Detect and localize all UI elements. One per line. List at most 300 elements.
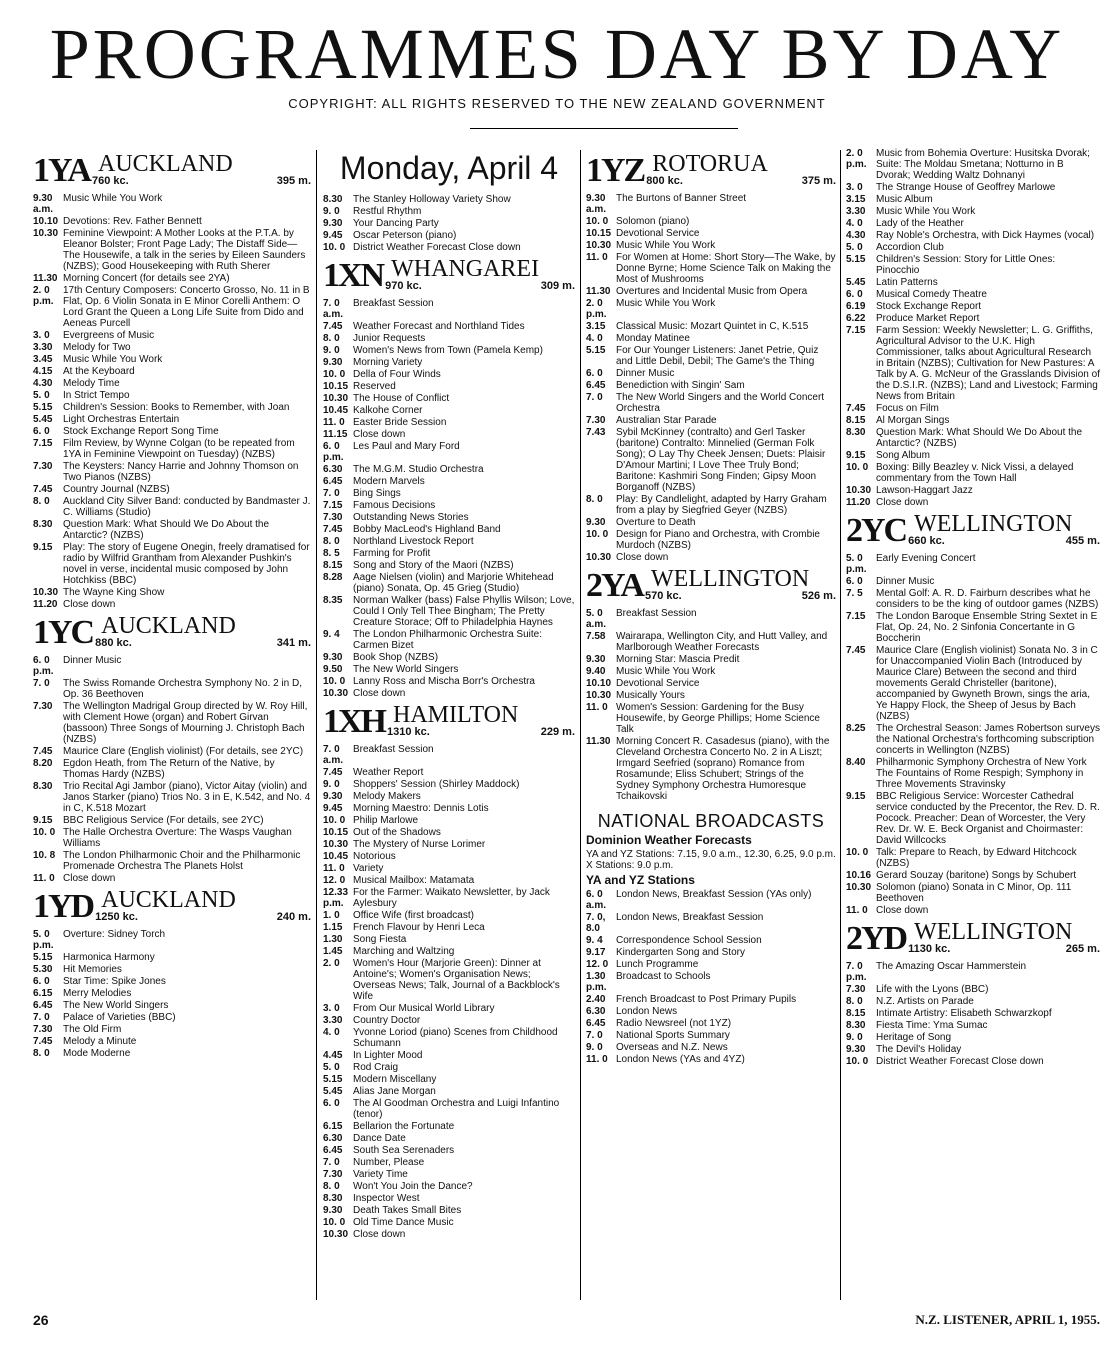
programme-item [323, 230, 575, 241]
programme-item [323, 851, 575, 862]
programme-time: 10.30 [586, 552, 612, 563]
programme-text: Dance Date [353, 1133, 406, 1144]
programme-item [323, 1098, 575, 1120]
programme-text: From Our Musical World Library [353, 1003, 495, 1014]
station-metres: 375 m. [801, 175, 836, 187]
programme-time: 9.30 [323, 791, 343, 802]
column-1 [33, 148, 311, 1060]
programme-text: Country Journal (NZBS) [63, 484, 170, 495]
programme-item [33, 438, 311, 460]
programme-text: For the Farmer: Waikato Newsletter, by Jack Aylesbury [353, 887, 550, 909]
programme-item [586, 494, 836, 516]
programme-item [323, 476, 575, 487]
programme-time: 5.30 [33, 964, 53, 975]
programme-item [323, 393, 575, 404]
programme-text: Solomon (piano) [616, 216, 690, 227]
programme-text: BBC Religious Service: Worcester Cathedral service conducted by the Precentor, the Rev. D. R. Pocock. Preacher: Dean of Worcester, the Very Rev. Dr. W. E. Beck Organist and Choirmaster: David Willcocks [876, 791, 1100, 846]
programme-time: 10. 0 [33, 827, 56, 838]
programme-text: South Sea Serenaders [353, 1145, 455, 1156]
programme-item [846, 588, 1100, 610]
programme-time: 10. 0 [846, 1056, 869, 1067]
programme-text: Famous Decisions [353, 500, 436, 511]
programme-time: 6.15 [33, 988, 53, 999]
programme-text: The M.G.M. Studio Orchestra [353, 464, 484, 475]
station-frequency [387, 727, 575, 738]
programme-item [33, 378, 311, 389]
programme-text: The New World Singers and the World Concert Orchestra [616, 392, 825, 414]
programme-time: 5. 0 [846, 242, 863, 253]
programme-text: Maurice Clare (English violinist) Sonata No. 3 in C for Unaccompanied Violin Bach (Introduced by Maurice Clare) Between the second and third movements Gerald Christeller (baritone), accompanied by Gwyneth Brown, sings the aria, Ye Happy Flock, the Sheep of Jesus by Bach (NZBS) [876, 645, 1098, 722]
programme-item [323, 629, 575, 651]
programme-item [323, 767, 575, 778]
station-header [33, 888, 311, 923]
programme-item [33, 496, 311, 518]
programme-text: Play: The story of Eugene Onegin, freely dramatised for radio by Wilfrid Grantham from Alexander Pushkin's novel in verse, incidental music composed by John Hotchkiss (BBC) [63, 542, 310, 586]
programme-text: Restful Rhythm [353, 206, 422, 217]
programme-item [846, 1008, 1100, 1019]
programme-text: Variety Time [353, 1169, 408, 1180]
programme-text: The Mystery of Nurse Lorimer [353, 839, 486, 850]
programme-time: 8.28 [323, 572, 343, 583]
programme-time: 11. 0 [846, 905, 868, 916]
programme-text: Out of the Shadows [353, 827, 441, 838]
programme-item [33, 342, 311, 353]
programme-text: National Sports Summary [616, 1030, 730, 1041]
programme-item [323, 298, 575, 320]
programme-item [33, 484, 311, 495]
programme-text: Life with the Lyons (BBC) [876, 984, 989, 995]
programme-time: 7.45 [33, 1036, 53, 1047]
programme-text: Evergreens of Music [63, 330, 155, 341]
programme-text: The Swiss Romande Orchestra Symphony No. 2 in D, Op. 36 Beethoven [63, 678, 302, 700]
national-item [586, 994, 836, 1005]
programme-text: London News, Breakfast Session (YAs only) [616, 889, 812, 900]
programme-text: Alias Jane Morgan [353, 1086, 436, 1097]
programme-text: Weather Report [353, 767, 424, 778]
station-block [33, 888, 311, 1059]
copyright-notice: COPYRIGHT: ALL RIGHTS RESERVED TO THE NEW ZEALAND GOVERNMENT [288, 96, 826, 111]
programme-item [33, 426, 311, 437]
programme-item [323, 1050, 575, 1061]
programme-item [323, 688, 575, 699]
programme-text: Melody for Two [63, 342, 131, 353]
station-info [646, 152, 836, 187]
programme-text: Norman Walker (bass) False Phyllis Wilson; Love, Could I Only Tell Thee Bingham; The Pretty Creature Storace; Off to Philadelphia Haynes [353, 595, 575, 628]
programme-item [846, 242, 1100, 253]
programme-item [846, 427, 1100, 449]
station-block [586, 152, 836, 563]
programme-item [323, 744, 575, 766]
programme-item [323, 218, 575, 229]
programme-time: 5.45 [33, 414, 53, 425]
programme-time: 8.15 [323, 560, 343, 571]
programme-text: Aage Nielsen (violin) and Marjorie Whitehead (piano) Sonata, Op. 45 Grieg (Studio) [353, 572, 554, 594]
programme-text: Oscar Peterson (piano) [353, 230, 457, 241]
programme-item [323, 464, 575, 475]
programme-text: Outstanding News Stories [353, 512, 469, 523]
programme-text: French Flavour by Henri Leca [353, 922, 485, 933]
programme-text: Dinner Music [63, 655, 122, 666]
programme-time: 10.30 [33, 587, 59, 598]
programme-item [33, 746, 311, 757]
programme-item [323, 664, 575, 675]
programme-time: 7. 0 p.m. [846, 961, 867, 983]
programme-item [33, 988, 311, 999]
programme-item [846, 870, 1100, 881]
programme-item [846, 1044, 1100, 1055]
programme-text: Design for Piano and Orchestra, with Crombie Murdoch (NZBS) [616, 529, 820, 551]
programme-time: 5. 0 p.m. [846, 553, 867, 575]
programme-text: The House of Conflict [353, 393, 450, 404]
programme-time: 7.58 [586, 631, 606, 642]
station-info [908, 512, 1100, 547]
programme-time: 10.15 [586, 228, 612, 239]
programme-text: Rod Craig [353, 1062, 399, 1073]
programme-item [586, 517, 836, 528]
programme-time: 8.30 [846, 1020, 866, 1031]
programme-time: 10.30 [846, 882, 872, 893]
programme-time: 9.15 [846, 791, 866, 802]
programme-text: Boxing: Billy Beazley v. Nick Vissi, a delayed commentary from the Town Hall [876, 462, 1074, 484]
programme-item [33, 273, 311, 284]
station-kc: 760 kc. [92, 175, 129, 187]
programme-time: 8.30 [323, 1193, 343, 1204]
programme-time: 7.30 [33, 701, 53, 712]
programme-time: 5.15 [846, 254, 866, 265]
programme-time: 7.30 [33, 461, 53, 472]
station-city: HAMILTON [393, 702, 519, 728]
title-rule [470, 128, 738, 129]
programme-item [33, 587, 311, 598]
programme-item [846, 791, 1100, 846]
weather-title: Dominion Weather Forecasts [586, 833, 752, 847]
programme-time: 11. 0 [586, 1054, 608, 1065]
programme-time: 6. 0 [846, 576, 863, 587]
programme-item [323, 863, 575, 874]
programme-time: 7.45 [323, 767, 343, 778]
programme-text: Merry Melodies [63, 988, 132, 999]
programme-text: The Wayne King Show [63, 587, 165, 598]
programme-time: 9. 0 [323, 206, 340, 217]
programme-item [323, 1133, 575, 1144]
weather-line: X Stations: 9.0 p.m. [586, 860, 674, 871]
programme-item [323, 791, 575, 802]
programme-text: Music While You Work [63, 354, 163, 365]
programme-time: 10. 8 [33, 850, 56, 861]
programme-item [846, 645, 1100, 722]
programme-text: Benediction with Singin' Sam [616, 380, 745, 391]
programme-text: Women's Hour (Marjorie Green): Dinner at Antoine's; Women's Organisation News; Overseas News; Talk, Journal of a Backblock's Wife [353, 958, 560, 1002]
programme-text: Lawson-Haggart Jazz [876, 485, 973, 496]
programme-text: Les Paul and Mary Ford [353, 441, 460, 452]
national-item [586, 889, 836, 911]
programme-time: 7. 0, 8.0 [586, 912, 606, 934]
programme-time: 3.15 [586, 321, 606, 332]
programme-time: 3.30 [33, 342, 53, 353]
station-header [586, 567, 836, 602]
programme-text: For Women at Home: Short Story—The Wake, by Donne Byrne; Home Science Talk on Making the Most of Mushrooms [616, 252, 836, 285]
programme-text: Morning Star: Mascia Predit [616, 654, 740, 665]
programme-text: The Orchestral Season: James Robertson surveys the National Orchestra's forthcoming subscription concerts in Wellington (NZBS) [876, 723, 1100, 756]
programme-text: Mode Moderne [63, 1048, 131, 1059]
programme-time: 5. 0 a.m. [586, 608, 607, 630]
programme-time: 10.30 [323, 393, 349, 404]
programme-item [323, 321, 575, 332]
programme-time: 4.15 [33, 366, 53, 377]
programme-text: Breakfast Session [353, 744, 434, 755]
programme-time: 5.15 [586, 345, 606, 356]
programme-text: Your Dancing Party [353, 218, 439, 229]
programme-item [323, 488, 575, 499]
programme-item [323, 958, 575, 1002]
programme-time: 6. 0 [586, 368, 603, 379]
programme-time: 10.45 [323, 851, 349, 862]
station-info [387, 703, 575, 738]
station-frequency [645, 591, 836, 602]
programme-item [586, 552, 836, 563]
national-item [586, 912, 836, 934]
programme-text: The New World Singers [63, 1000, 169, 1011]
programme-item [846, 403, 1100, 414]
programme-time: 7.45 [33, 484, 53, 495]
programme-text: Devotional Service [616, 678, 700, 689]
programme-text: Talk: Prepare to Reach, by Edward Hitchcock (NZBS) [876, 847, 1077, 869]
programme-time: 10.30 [586, 240, 612, 251]
programme-item [33, 414, 311, 425]
programme-time: 8.40 [846, 757, 866, 768]
programme-time: 9.15 [846, 450, 866, 461]
programme-text: Song and Story of the Maori (NZBS) [353, 560, 514, 571]
programme-time: 4. 0 [586, 333, 603, 344]
station-call-sign: 1XN [323, 257, 384, 294]
programme-item [846, 230, 1100, 241]
station-city: WELLINGTON [914, 511, 1073, 537]
programme-text: At the Keyboard [63, 366, 135, 377]
programme-text: London News [616, 1006, 678, 1017]
programme-text: Music While You Work [63, 193, 163, 204]
programme-time: 4. 0 [846, 218, 863, 229]
programme-text: The London Baroque Ensemble String Sextet in E Flat, Op. 24, No. 2 Sinfonia Concertante in G Boccherin [876, 611, 1098, 644]
programme-item [846, 313, 1100, 324]
programme-text: Breakfast Session [616, 608, 697, 619]
programme-time: 10. 0 [323, 815, 346, 826]
programme-text: In Strict Tempo [63, 390, 130, 401]
programme-text: The Strange House of Geoffrey Marlowe [876, 182, 1056, 193]
programme-item [33, 976, 311, 987]
station-block [846, 512, 1100, 916]
programme-item [323, 1074, 575, 1085]
national-item [586, 1042, 836, 1053]
programme-item [586, 608, 836, 630]
programme-item [846, 553, 1100, 575]
station-call-sign: 2YD [846, 920, 907, 957]
programme-text: For Our Younger Listeners: Janet Petrie, Quiz and Little Debil, Debil; The Game's the Thing [616, 345, 819, 367]
station-block [323, 194, 575, 253]
station-header [323, 257, 575, 292]
programme-text: Stock Exchange Report [876, 301, 982, 312]
programme-time: 7.45 [33, 746, 53, 757]
programme-time: 6.45 [323, 1145, 343, 1156]
programme-text: The New World Singers [353, 664, 459, 675]
programme-item [33, 815, 311, 826]
programme-text: Country Doctor [353, 1015, 421, 1026]
programme-item [323, 1086, 575, 1097]
programme-time: 8.35 [323, 595, 343, 606]
programme-text: Morning Concert (for details see 2YA) [63, 273, 230, 284]
programme-item [323, 429, 575, 440]
programme-text: Early Evening Concert [876, 553, 976, 564]
programme-text: Music Album [876, 194, 933, 205]
programme-time: 8. 0 [586, 494, 603, 505]
programme-item [586, 702, 836, 735]
programme-text: Palace of Varieties (BBC) [63, 1012, 176, 1023]
programme-item [33, 1048, 311, 1059]
programme-time: 6.19 [846, 301, 866, 312]
programme-text: Musical Mailbox: Matamata [353, 875, 475, 886]
programme-time: 9.30 [323, 218, 343, 229]
programme-time: 11. 0 [323, 863, 345, 874]
programme-time: 8. 0 [323, 333, 340, 344]
station-frequency [92, 176, 311, 187]
programme-time: 8. 0 [33, 496, 50, 507]
programme-time: 10.30 [846, 485, 872, 496]
programme-text: Overseas and N.Z. News [616, 1042, 728, 1053]
column-divider [580, 150, 581, 1300]
programme-item [33, 850, 311, 872]
programme-time: 7.45 [846, 403, 866, 414]
programme-item [33, 655, 311, 677]
programme-item [323, 827, 575, 838]
programme-time: 11. 0 [323, 417, 345, 428]
programme-item [846, 847, 1100, 869]
station-kc: 800 kc. [646, 175, 683, 187]
programme-time: 10. 0 [323, 242, 346, 253]
programme-item [323, 572, 575, 594]
programme-item [33, 1036, 311, 1047]
programme-time: 3.15 [846, 194, 866, 205]
programme-time: 7. 0 a.m. [323, 744, 344, 766]
programme-item [323, 369, 575, 380]
programme-item [586, 666, 836, 677]
programme-time: 8.30 [846, 427, 866, 438]
programme-item [33, 1012, 311, 1023]
programme-time: 8.30 [33, 781, 53, 792]
weather-line: YA and YZ Stations: 7.15, 9.0 a.m., 12.30, 6.25, 9.0 p.m. [586, 849, 836, 860]
column-divider [316, 150, 317, 1300]
station-kc: 570 kc. [645, 590, 682, 602]
programme-item [846, 194, 1100, 205]
page-title: PROGRAMMES DAY BY DAY [49, 14, 1065, 94]
programme-text: Maurice Clare (English violinist) (For details, see 2YC) [63, 746, 304, 757]
programme-item [586, 631, 836, 653]
programme-time: 5.45 [323, 1086, 343, 1097]
programme-time: 7.30 [323, 1169, 343, 1180]
programme-item [846, 996, 1100, 1007]
programme-text: The Devil's Holiday [876, 1044, 962, 1055]
programme-text: Children's Session: Story for Little Ones: Pinocchio [876, 254, 1056, 276]
national-item [586, 935, 836, 946]
programme-time: 5.15 [33, 952, 53, 963]
programme-time: 7. 0 [33, 1012, 50, 1023]
programme-item [323, 1157, 575, 1168]
programme-time: 1.15 [323, 922, 343, 933]
programme-time: 10. 0 [323, 369, 346, 380]
national-item [586, 971, 836, 993]
station-metres: 229 m. [540, 726, 575, 738]
programme-time: 10.15 [323, 827, 349, 838]
programme-text: Radio Newsreel (not 1YZ) [616, 1018, 732, 1029]
station-header [33, 614, 311, 649]
programme-text: Women's News from Town (Pamela Kemp) [353, 345, 543, 356]
programme-time: 9. 0 [323, 345, 340, 356]
programme-item [323, 652, 575, 663]
programme-text: Solomon (piano) Sonata in C Minor, Op. 111 Beethoven [876, 882, 1072, 904]
programme-text: Song Fiesta [353, 934, 407, 945]
programme-text: Lady of the Heather [876, 218, 964, 229]
programme-text: Auckland City Silver Band: conducted by Bandmaster J. C. Williams (Studio) [63, 496, 311, 518]
programme-time: 9.45 [323, 230, 343, 241]
programme-time: 9.30 [323, 1205, 343, 1216]
station-header [586, 152, 836, 187]
programme-item [323, 548, 575, 559]
station-info [385, 257, 575, 292]
station-kc: 660 kc. [908, 535, 945, 547]
programme-item [323, 441, 575, 463]
programme-item [33, 542, 311, 586]
programme-item [323, 1193, 575, 1204]
programme-text: N.Z. Artists on Parade [876, 996, 974, 1007]
programme-time: 12.33 p.m. [323, 887, 349, 909]
programme-text: Della of Four Winds [353, 369, 441, 380]
programme-text: Variety [353, 863, 384, 874]
programme-item [323, 946, 575, 957]
programme-time: 2. 0 p.m. [33, 285, 54, 307]
programme-text: The Stanley Holloway Variety Show [353, 194, 511, 205]
programme-item [33, 1024, 311, 1035]
programme-time: 9. 0 [323, 779, 340, 790]
programme-time: 4.45 [323, 1050, 343, 1061]
programme-time: 2. 0 p.m. [846, 148, 867, 170]
programme-text: The London Philharmonic Orchestra Suite: Carmen Bizet [353, 629, 542, 651]
national-item [586, 1054, 836, 1065]
programme-time: 9. 4 [323, 629, 340, 640]
programme-text: Melody a Minute [63, 1036, 137, 1047]
programme-time: 8.20 [33, 758, 53, 769]
programme-time: 10. 0 [586, 216, 609, 227]
programme-time: 7.30 [586, 415, 606, 426]
programme-time: 9.50 [323, 664, 343, 675]
programme-text: Music While You Work [616, 298, 716, 309]
programme-time: 7.30 [323, 512, 343, 523]
column-3 [586, 148, 836, 1066]
programme-text: Melody Makers [353, 791, 421, 802]
programme-text: Overtures and Incidental Music from Opera [616, 286, 808, 297]
programme-text: Junior Requests [353, 333, 426, 344]
programme-text: Feminine Viewpoint: A Mother Looks at the P.T.A. by Eleanor Bolster; Front Page Lady; The Distaff Side—The Housewife, a talk in the series by Eileen Saunders (NZBS); Good Housekeeping with Ruth Sherer [63, 228, 306, 272]
programme-text: London News, Breakfast Session [616, 912, 764, 923]
programme-text: Close down [63, 873, 116, 884]
station-call-sign: 1YD [33, 888, 94, 925]
station-header [846, 920, 1100, 955]
programme-item [586, 392, 836, 414]
programme-text: Book Shop (NZBS) [353, 652, 439, 663]
programme-item [586, 298, 836, 320]
programme-time: 5.45 [846, 277, 866, 288]
programme-text: Film Review, by Wynne Colgan (to be repeated from 1YA in Feminine Viewpoint on Tuesday) (NZBS) [63, 438, 295, 460]
programme-item [323, 1027, 575, 1049]
programme-item [323, 500, 575, 511]
programme-text: Reserved [353, 381, 396, 392]
